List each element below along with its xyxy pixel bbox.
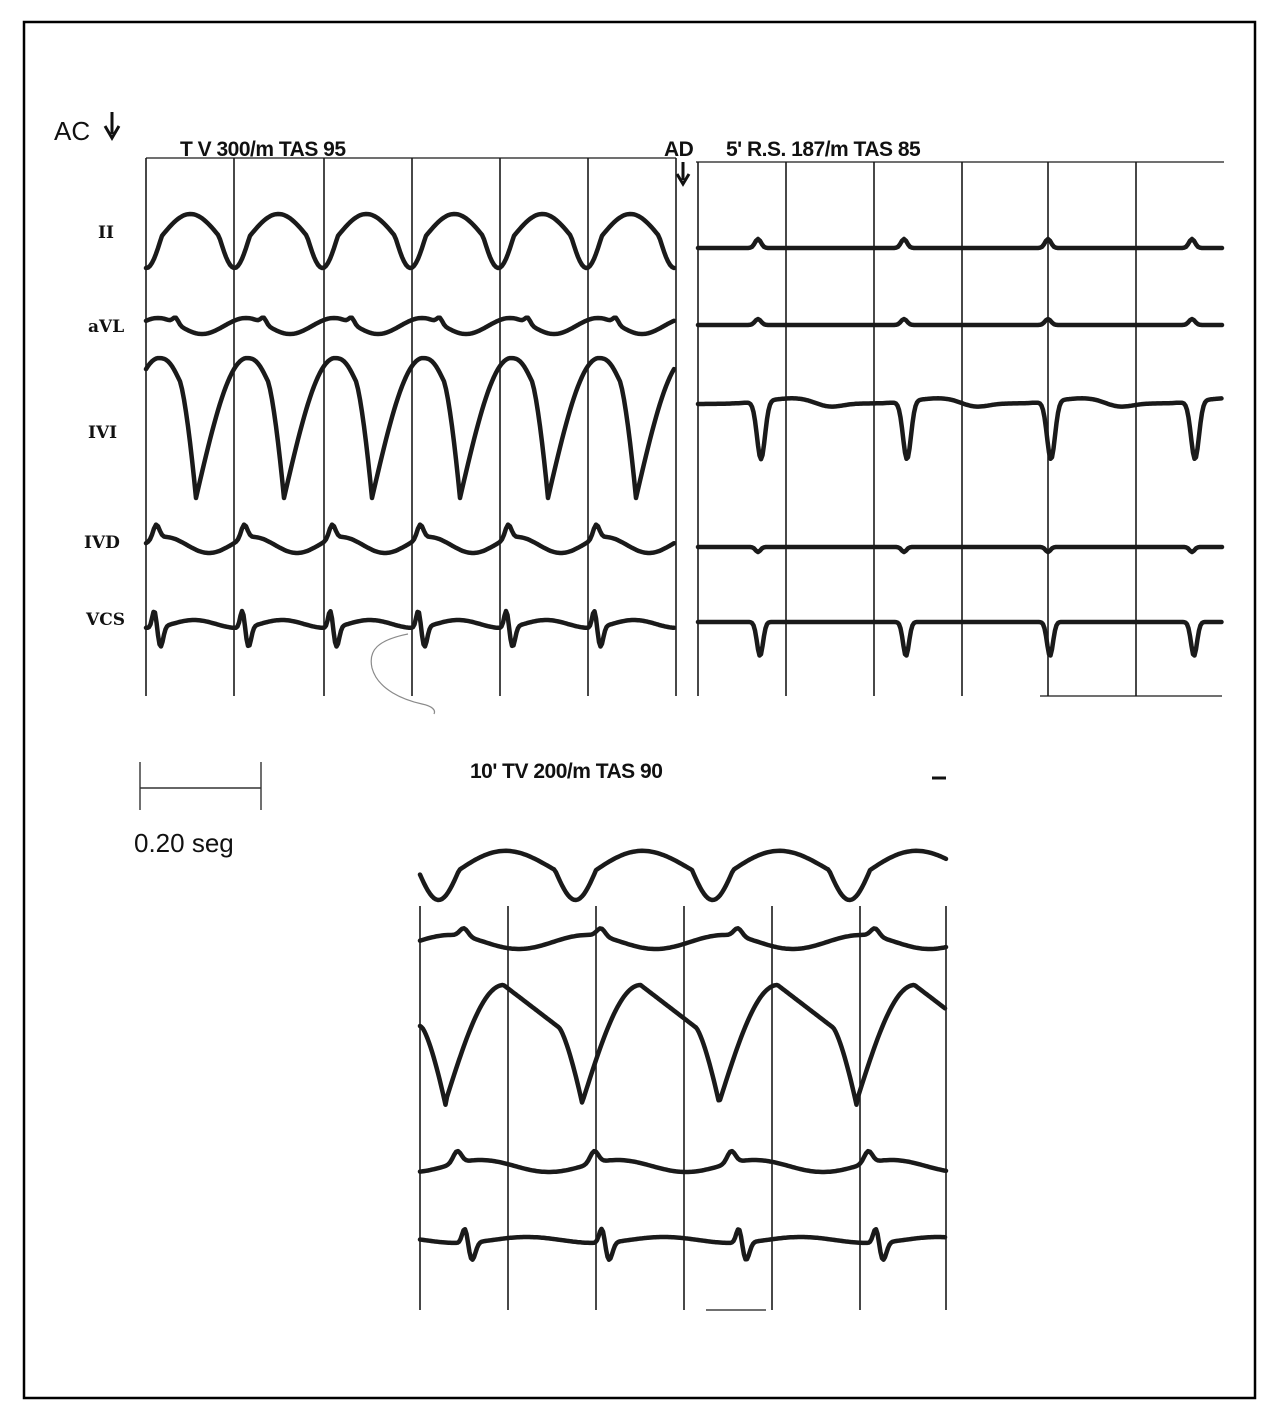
trace-ii-10min — [420, 851, 946, 900]
lead-label-vcs: VCS — [86, 610, 125, 630]
trace-ivd-sinus — [698, 547, 1222, 552]
ad-arrow-icon — [677, 162, 689, 184]
trace-ii-sinus — [698, 239, 1222, 248]
header-bottom-label: 10' TV 200/m TAS 90 — [470, 760, 663, 783]
scale-bar — [140, 762, 261, 810]
down-arrow-icon — [105, 112, 119, 138]
trace-vcs-vt — [146, 611, 674, 647]
trace-avl-sinus — [698, 319, 1222, 325]
trace-ivi-sinus — [698, 398, 1222, 459]
header-left-label: T V 300/m TAS 95 — [180, 138, 346, 161]
scale-bar-label: 0.20 seg — [134, 828, 234, 858]
figure-border — [24, 22, 1255, 1398]
trace-ivd-10min — [420, 1151, 946, 1172]
marker-ad-label: AD — [664, 138, 694, 161]
lead-label-ii: II — [98, 223, 114, 243]
lead-label-ivd: IVD — [84, 533, 120, 553]
trace-ivi-10min — [420, 985, 945, 1105]
trace-ivd-vt — [146, 525, 674, 553]
marker-ac-label: AC — [54, 116, 91, 146]
lead-label-avl: aVL — [88, 317, 125, 337]
lead-label-ivi: IVI — [88, 423, 118, 443]
trace-vcs-10min — [420, 1229, 945, 1260]
trace-ivi-vt — [146, 358, 674, 498]
trace-vcs-sinus — [698, 622, 1222, 656]
trace-avl-10min — [420, 928, 946, 949]
timing-grid-bottom — [420, 906, 946, 1310]
header-right-label: 5' R.S. 187/m TAS 85 — [726, 138, 921, 161]
trace-avl-vt — [146, 318, 674, 334]
trace-ii-vt — [146, 214, 674, 268]
